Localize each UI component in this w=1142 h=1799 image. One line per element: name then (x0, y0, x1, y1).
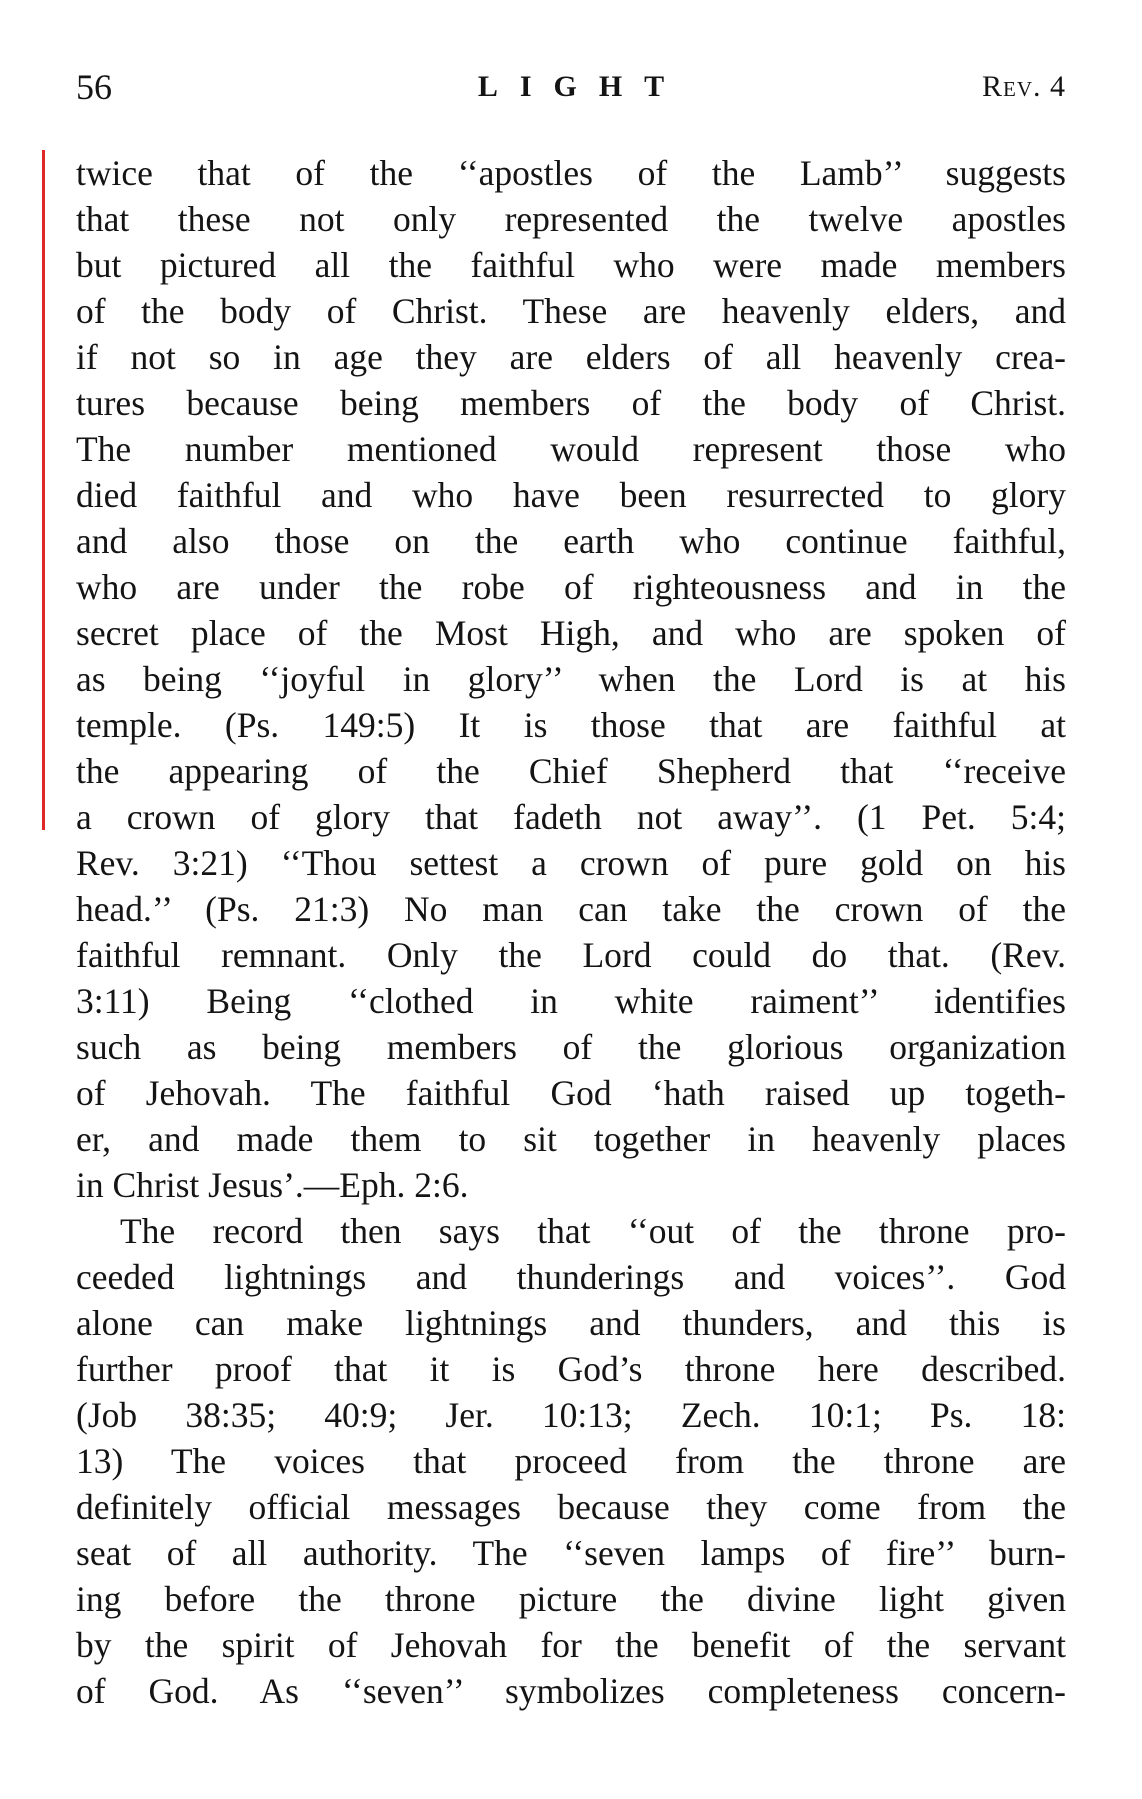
text-line: the appearing of the Chief Shepherd that ‘‘receive (76, 751, 1066, 791)
text-line: tures because being members of the body of Christ. (76, 383, 1066, 423)
text-line: but pictured all the faithful who were made members (76, 245, 1066, 285)
text-line: ceeded lightnings and thunderings and voices’’. God (76, 1257, 1066, 1297)
text-line: head.’’ (Ps. 21:3) No man can take the crown of the (76, 889, 1066, 929)
text-line: such as being members of the glorious organization (76, 1027, 1066, 1067)
text-line: The record then says that ‘‘out of the throne pro- (120, 1211, 1066, 1251)
text-line: twice that of the ‘‘apostles of the Lamb’’ suggests (76, 153, 1066, 193)
text-line: The number mentioned would represent those who (76, 429, 1066, 469)
running-title: LIGHT (477, 70, 687, 103)
text-line: by the spirit of Jehovah for the benefit of the servant (76, 1625, 1066, 1665)
text-line: died faithful and who have been resurrected to glory (76, 475, 1066, 515)
text-line: seat of all authority. The ‘‘seven lamps of fire’’ burn- (76, 1533, 1066, 1573)
text-line: ing before the throne picture the divine light given (76, 1579, 1066, 1619)
text-line: 13) The voices that proceed from the throne are (76, 1441, 1066, 1481)
text-line: secret place of the Most High, and who are spoken of (76, 613, 1066, 653)
text-line: (Job 38:35; 40:9; Jer. 10:13; Zech. 10:1; Ps. 18: (76, 1395, 1066, 1435)
text-line: who are under the robe of righteousness and in the (76, 567, 1066, 607)
text-line: alone can make lightnings and thunders, and this is (76, 1303, 1066, 1343)
text-line: further proof that it is God’s throne here described. (76, 1349, 1066, 1389)
text-line: that these not only represented the twelve apostles (76, 199, 1066, 239)
text-line: in Christ Jesus’.—Eph. 2:6. (76, 1165, 469, 1205)
page-number: 56 (76, 67, 112, 107)
paragraph-1 (76, 150, 1066, 1208)
text-line: definitely official messages because they come from the (76, 1487, 1066, 1527)
text-line: of Jehovah. The faithful God ‘hath raised up togeth- (76, 1073, 1066, 1113)
text-line: a crown of glory that fadeth not away’’. (1 Pet. 5:4; (76, 797, 1066, 837)
section-reference: Rev. 4 (981, 70, 1066, 103)
text-line: temple. (Ps. 149:5) It is those that are faithful at (76, 705, 1066, 745)
body-text (76, 150, 1066, 1714)
paragraph-2 (76, 1208, 1066, 1714)
text-line: of the body of Christ. These are heavenly elders, and (76, 291, 1066, 331)
margin-highlight-bar (42, 150, 45, 830)
text-line: and also those on the earth who continue faithful, (76, 521, 1066, 561)
text-line: of God. As ‘‘seven’’ symbolizes completeness concern- (76, 1671, 1066, 1711)
text-line: Rev. 3:21) ‘‘Thou settest a crown of pure gold on his (76, 843, 1066, 883)
text-line: er, and made them to sit together in heavenly places (76, 1119, 1066, 1159)
text-line: 3:11) Being ‘‘clothed in white raiment’’ identifies (76, 981, 1066, 1021)
text-line: faithful remnant. Only the Lord could do that. (Rev. (76, 935, 1066, 975)
text-line: if not so in age they are elders of all heavenly crea- (76, 337, 1066, 377)
text-line: as being ‘‘joyful in glory’’ when the Lord is at his (76, 659, 1066, 699)
page-header (76, 62, 1066, 112)
